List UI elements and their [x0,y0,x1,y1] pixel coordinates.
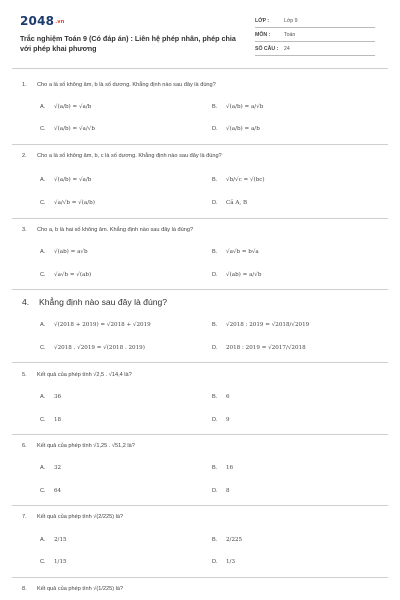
option-text: 1/3 [226,559,236,565]
meta-class-value: Lớp 9 [284,18,298,24]
option-text: 8 [226,488,230,494]
question-text: Khẳng định nào sau đây là đúng? [39,297,168,307]
option-label: D. [212,559,218,565]
question-divider [12,289,388,290]
option-text: 9 [226,417,230,423]
option-text: √(2018 + 2019) = √2018 + √2019 [54,322,151,328]
meta-subject-key: MÔN : [255,32,271,38]
option-label: A. [40,249,46,255]
option-text: √(a/b) = a/√b [226,104,264,110]
option-label: B. [212,465,218,471]
option-text: 2/15 [54,537,67,543]
option-label: C. [40,272,46,278]
option-label: B. [212,322,218,328]
option-text: Cả A, B [226,200,248,206]
question-divider [12,434,388,435]
question-number: 2. [22,153,27,159]
option-text: √(ab) = a√b [54,249,88,255]
option-text: 2/225 [226,537,243,543]
option-label: B. [212,177,218,183]
option-label: C. [40,488,46,494]
option-text: √(a/b) = √a/√b [54,126,95,132]
question-text: Cho a là số không âm, b, c là số dương. Khẳng định nào sau đây là đúng? [37,153,222,159]
page-header [0,0,400,66]
question-number: 5. [22,372,27,378]
meta-count-value: 24 [284,46,290,52]
option-label: A. [40,537,46,543]
meta-subject [255,29,375,42]
option-text: 16 [226,465,234,471]
option-label: A. [40,465,46,471]
meta-subject-value: Toán [284,32,296,38]
question-text: Cho a là số không âm, b là số dương. Khẳng định nào sau đây là đúng? [37,82,216,88]
option-text: √b/√c = √(bc) [226,177,265,183]
option-text: √(a/b) = √a/b [54,104,92,110]
option-label: C. [40,345,46,351]
option-label: C. [40,417,46,423]
option-label: A. [40,394,46,400]
option-text: √2018 : 2019 = √2018/√2019 [226,322,310,328]
meta-count-key: SỐ CÂU : [255,46,279,52]
question-number: 6. [22,443,27,449]
meta-class-key: LỚP : [255,18,270,24]
option-text: √(a/b) = a/b [226,126,260,132]
question-number: 4. [22,297,30,307]
question-text: Cho a, b là hai số không âm. Khẳng định nào sau đây là đúng? [37,227,194,233]
question-divider [12,144,388,145]
option-label: B. [212,394,218,400]
option-label: D. [212,417,218,423]
option-text: 6 [226,394,230,400]
option-label: D. [212,345,218,351]
site-logo[interactable]: $2048^{.vn}$ [20,14,65,28]
option-label: D. [212,126,218,132]
option-label: A. [40,322,46,328]
question-divider [12,505,388,506]
option-text: 18 [54,417,62,423]
option-text: √(a/b) = √a/b [54,177,92,183]
question-number: 7. [22,514,27,520]
question-divider [12,577,388,578]
option-text: 2018 : 2019 = √2017/√2018 [226,345,306,351]
option-text: √a√b = √(ab) [54,272,92,278]
option-label: C. [40,559,46,565]
option-text: √2018 . √2019 = √(2018 . 2019) [54,345,145,351]
question-text: Kết quả của phép tính √(2/225) là? [37,514,124,520]
meta-class [255,15,375,28]
option-label: C. [40,200,46,206]
meta-count [255,43,375,56]
option-text: 64 [54,488,62,494]
option-label: D. [212,488,218,494]
option-label: D. [212,200,218,206]
option-text: √a√b = b√a [226,249,259,255]
option-label: A. [40,104,46,110]
question-divider [12,362,388,363]
question-text: Kết quả của phép tính √2,5 . √14,4 là? [37,372,132,378]
option-text: √a/√b = √(a/b) [54,200,95,206]
option-label: B. [212,537,218,543]
option-text: 32 [54,465,62,471]
question-number: 8. [22,586,27,592]
option-text: √(ab) = a/√b [226,272,262,278]
option-label: B. [212,249,218,255]
option-label: C. [40,126,46,132]
quiz-title: Trắc nghiệm Toán 9 (Có đáp án) : Liên hệ phép nhân, phép chia với phép khai phương [20,34,236,53]
question-text: Kết quả của phép tính √(1/225) là? [37,586,124,592]
question-number: 3. [22,227,27,233]
option-text: 1/15 [54,559,67,565]
header-divider [12,68,388,69]
option-label: A. [40,177,46,183]
option-label: B. [212,104,218,110]
option-text: 36 [54,394,62,400]
question-divider [12,218,388,219]
question-text: Kết quả của phép tính √1,25 . √51,2 là? [37,443,135,449]
option-label: D. [212,272,218,278]
question-number: 1. [22,82,27,88]
